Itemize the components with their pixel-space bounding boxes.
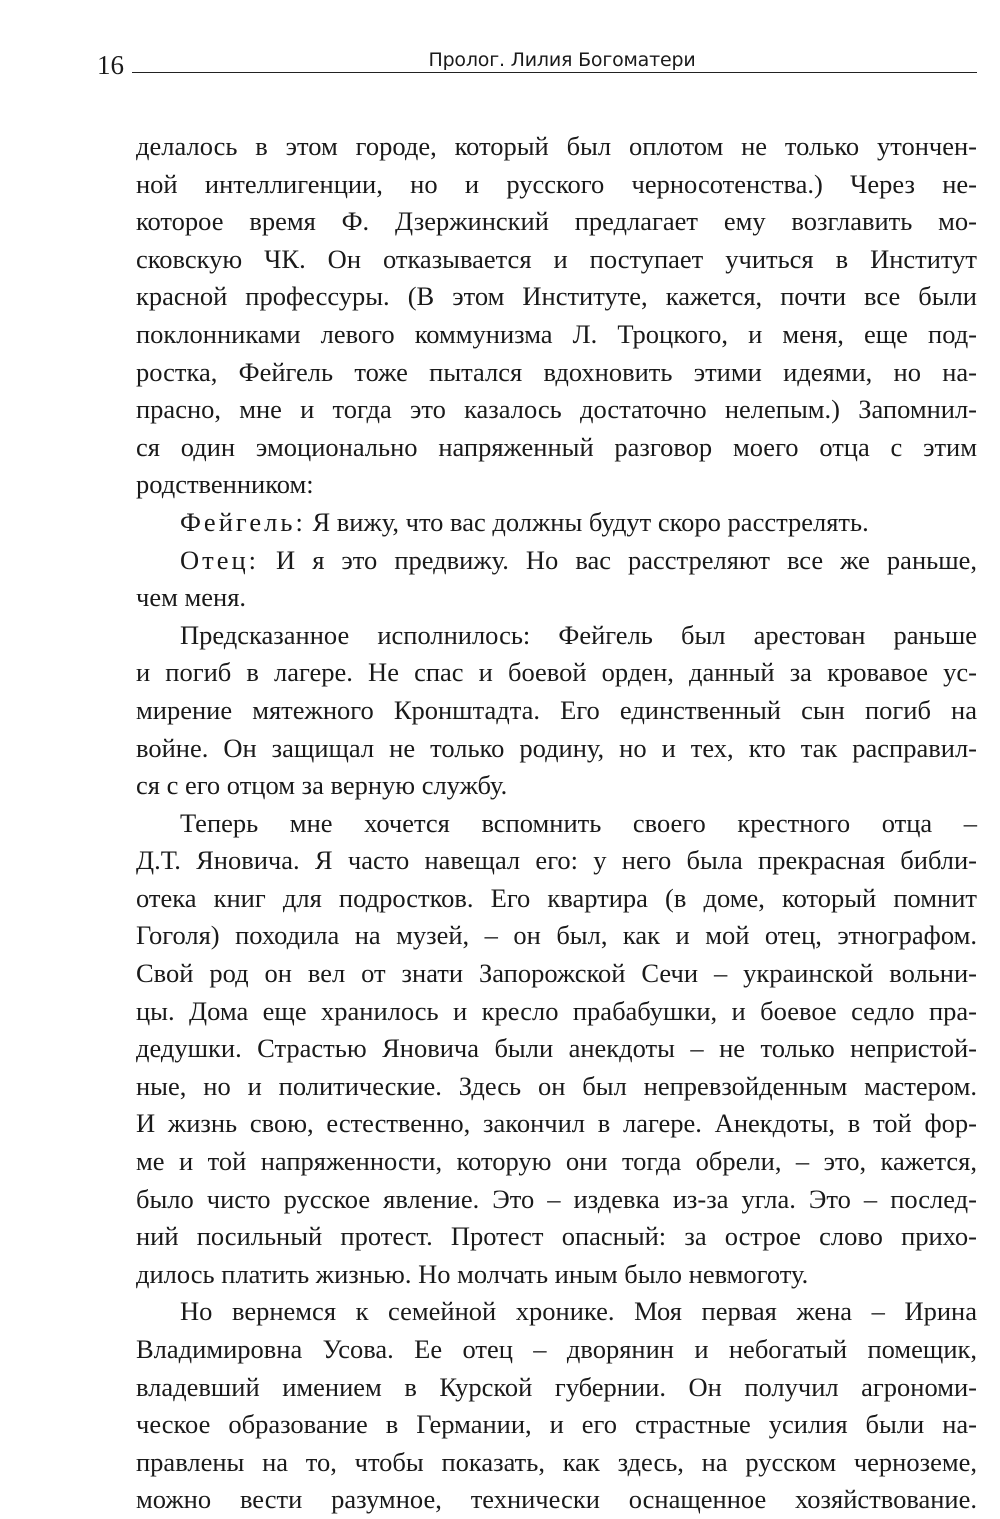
text-line: ческое образование в Германии, и его страстные усилия были на- — [136, 1409, 977, 1440]
dialogue-speaker: Фейгель: — [180, 506, 306, 537]
text-line: чем меня. — [136, 582, 247, 613]
text-line: Свой род он вел от знати Запорожской Сечи – украинской вольни- — [136, 958, 977, 989]
text-line: войне. Он защищал не только родину, но и тех, кто так расправил- — [136, 732, 977, 763]
text-line: И жизнь свою, естественно, закончил в лагере. Анекдоты, в той фор- — [136, 1108, 977, 1139]
text-line: делалось в этом городе, который был оплотом не только утончен- — [136, 131, 977, 161]
text-line: родственником: — [136, 469, 314, 500]
paragraph-start-line: Предсказанное исполнилось: Фейгель был арестован раньше — [180, 619, 977, 650]
text-line: правлены на то, чтобы показать, как здесь, на русском черноземе, — [136, 1446, 977, 1477]
text-line: и погиб в лагере. Не спас и боевой орден, данный за кровавое ус- — [136, 657, 977, 688]
dialogue-text: Я вижу, что вас должны будут скоро расстрелять. — [305, 506, 869, 537]
dialogue-speaker: Отец: — [180, 544, 260, 575]
paragraph-start-line: Но вернемся к семейной хронике. Моя первая жена – Ирина — [180, 1296, 977, 1327]
text-line: дилось платить жизнью. Но молчать иным было невмоготу. — [136, 1258, 809, 1289]
text-line: ные, но и политические. Здесь он был непревзойденным мастером. — [136, 1070, 977, 1101]
text-line: сковскую ЧК. Он отказывается и поступает учиться в Институт — [136, 243, 977, 274]
text-line: ной интеллигенции, но и русского черносотенства.) Через не- — [136, 168, 977, 199]
dialogue-text: И я это предвижу. Но вас расстреляют все же раньше, — [259, 544, 977, 575]
running-title-text: Пролог. Лилия Богоматери — [418, 49, 705, 71]
text-line: отека книг для подростков. Его квартира (в доме, который помнит — [136, 882, 977, 913]
text-line: красной профессуры. (В этом Институте, кажется, почти все были — [136, 281, 977, 312]
page-number: 16 — [97, 50, 124, 80]
text-line: Д.Т. Яновича. Я часто навещал его: у него была прекрасная библи- — [136, 845, 977, 876]
text-line: ростка, Фейгель тоже пытался вдохновить этими идеями, но на- — [136, 356, 977, 387]
text-line: дедушки. Страстью Яновича были анекдоты – не только непристой- — [136, 1033, 977, 1064]
text-line: Гоголя) походила на музей, – он был, как и мой отец, этнографом. — [136, 920, 977, 951]
running-title — [97, 50, 977, 70]
text-line: Владимировна Усова. Ее отец – дворянин и небогатый помещик, — [136, 1334, 977, 1364]
dialogue-line — [136, 504, 977, 542]
body-text — [136, 128, 977, 1519]
text-line: ся с его отцом за верную службу. — [136, 770, 508, 801]
text-line: цы. Дома еще хранилось и кресло прабабушки, и боевое седло пра- — [136, 995, 977, 1026]
text-line: прасно, мне и тогда это казалось достаточно нелепым.) Запомнил- — [136, 394, 977, 425]
paragraph-start-line: Теперь мне хочется вспомнить своего крестного отца – — [180, 807, 977, 838]
text-line: ме и той напряженности, которую они тогда обрели, – это, кажется, — [136, 1146, 977, 1177]
text-line: которое время Ф. Дзержинский предлагает ему возглавить мо- — [136, 206, 977, 237]
text-line: можно вести разумное, технически оснащенное хозяйствование. — [136, 1484, 977, 1515]
text-line: мирение мятежного Кронштадта. Его единственный сын погиб на — [136, 694, 977, 725]
header-rule — [132, 72, 977, 73]
dialogue-line — [136, 542, 977, 580]
text-line: было чисто русское явление. Это – издевка из-за угла. Это – послед- — [136, 1183, 977, 1214]
text-line: поклонниками левого коммунизма Л. Троцкого, и меня, еще под- — [136, 318, 977, 349]
text-line: владевший имением в Курской губернии. Он получил агрономи- — [136, 1371, 977, 1402]
text-line: ний посильный протест. Протест опасный: за острое слово прихо- — [136, 1221, 977, 1252]
text-line: ся один эмоционально напряженный разговор моего отца с этим — [136, 431, 977, 462]
running-head — [97, 50, 977, 80]
